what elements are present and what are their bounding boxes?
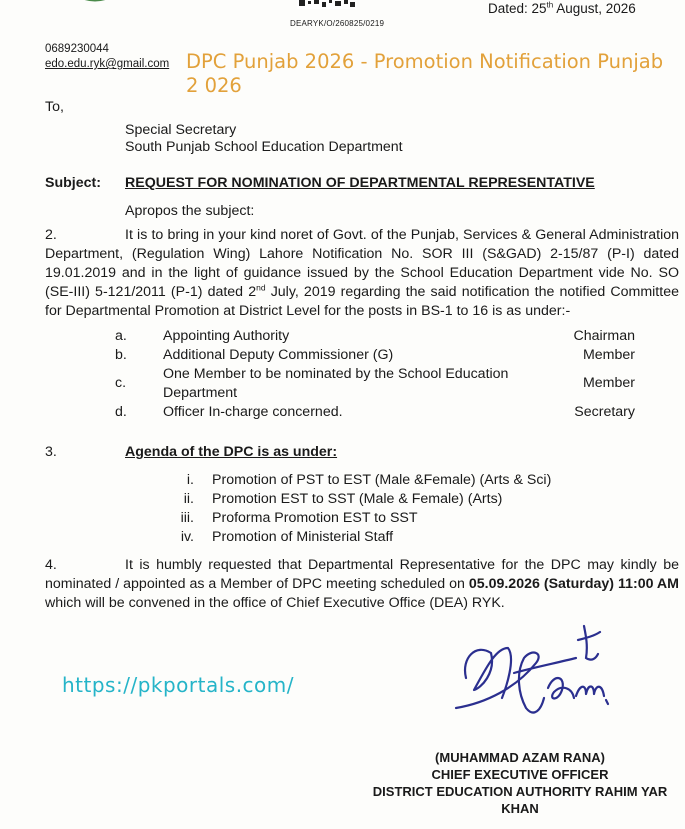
paragraph-number: 3. [45, 444, 57, 460]
phone-number: 0689230044 [45, 43, 109, 55]
qr-code-icon [297, 0, 357, 9]
subject-text: REQUEST FOR NOMINATION OF DEPARTMENTAL REPRESENTATIVE [125, 175, 595, 191]
paragraph-4: 4. It is humbly requested that Departmental Representative for the DPC may kindly be nominated / appointed as a Member of DPC meeting scheduled on 05.09.2026 (Saturday) 11:00 AM which will be convened in the office of Chief Executive Office (DEA) RYK. [45, 557, 679, 611]
paragraph-2: 2. It is to bring in your kind noret of Govt. of the Punjab, Services & General Administration Department, (Regulation Wing) Lahore Notification No. SOR III (S&GAD) 2-15/87 (P-I) dated 19.01.2019 and in the light of guidance issued by the School Education Department vide No. SO (SE-III) 5-121/2011 (P-1) dated 2nd July, 2019 regarding the said notification the notified Committee for Departmental Promotion at District Level for the posts in BS-1 to 16 is as under:- [45, 227, 679, 319]
signatory-organization: DISTRICT EDUCATION AUTHORITY RAHIM YAR KHAN [372, 784, 668, 816]
paragraph-number: 4. [45, 557, 57, 573]
email-address: edo.edu.ryk@gmail.com [45, 58, 170, 70]
department-logo-fragment [55, 0, 135, 12]
dated-line: Dated: 25th August, 2026 [488, 0, 636, 16]
apropos-line: Apropos the subject: [125, 203, 255, 219]
overlay-title: DPC Punjab 2026 - Promotion Notification Punjab 2 026 [186, 50, 664, 97]
to-label: To, [45, 99, 64, 115]
watermark-url[interactable]: https://pkportals.com/ [62, 673, 295, 697]
subject-label: Subject: [45, 175, 101, 191]
signatory-title: CHIEF EXECUTIVE OFFICER [431, 767, 609, 782]
signature-icon [436, 618, 636, 748]
paragraph-number: 2. [45, 227, 57, 243]
agenda-title: Agenda of the DPC is as under: [125, 444, 338, 460]
signatory-name: (MUHAMMAD AZAM RANA) [435, 750, 605, 765]
reference-number: DEARYK/O/260825/0219 [290, 19, 385, 28]
recipient-title: Special Secretary [125, 122, 237, 138]
recipient-department: South Punjab School Education Department [125, 139, 403, 155]
